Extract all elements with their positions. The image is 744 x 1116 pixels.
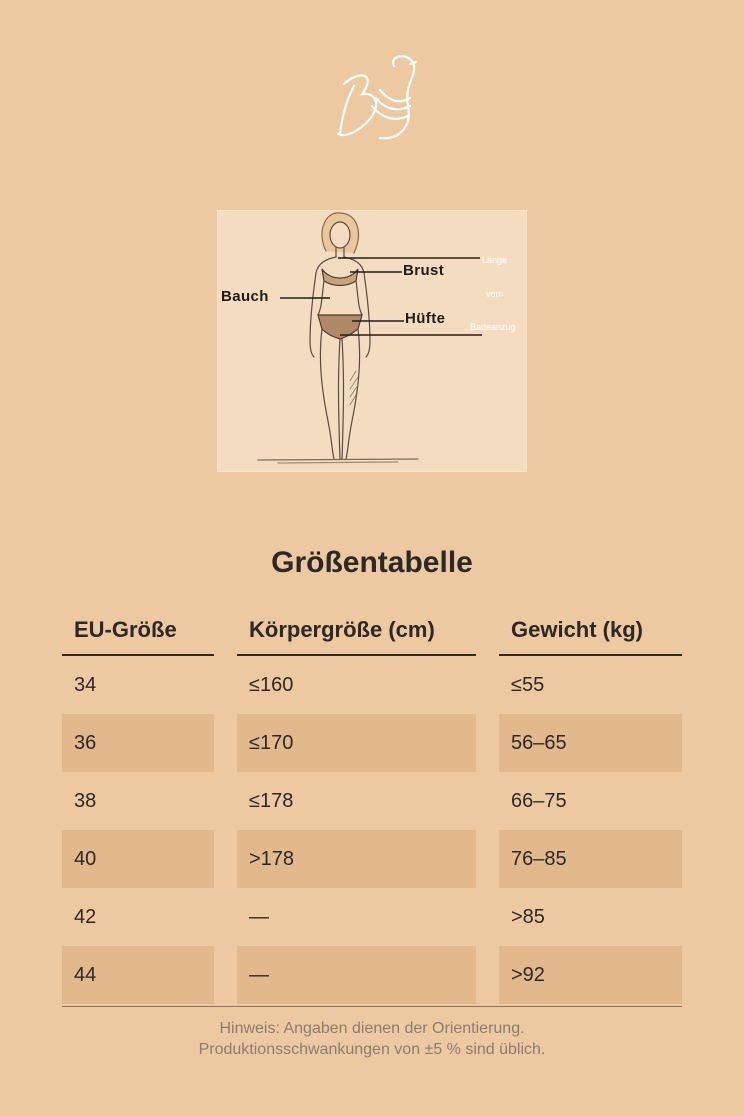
column-body-height — [237, 610, 476, 1004]
hip-label: Hüfte — [405, 310, 446, 327]
table-cell: ≤160 — [249, 674, 294, 696]
table-cell: ≤178 — [249, 790, 294, 812]
length-label-line1: Länge — [482, 255, 508, 265]
table-cell: 44 — [62, 946, 214, 1004]
footnote — [0, 1018, 744, 1060]
length-label-line2: vom — [486, 289, 504, 299]
table-cell: 76–85 — [499, 830, 682, 888]
table-cell: 40 — [62, 830, 214, 888]
table-cell: 36 — [62, 714, 214, 772]
column-weight — [499, 610, 682, 1004]
length-label-line3: Badeanzug — [470, 322, 516, 332]
bust-label: Brust — [403, 262, 445, 279]
table-cell: 38 — [74, 790, 97, 812]
size-table-title: Größentabelle — [271, 546, 473, 579]
table-cell: — — [249, 906, 269, 928]
body-measurement-figure — [217, 210, 527, 472]
header-weight: Gewicht (kg) — [499, 610, 682, 656]
footnote-line1: Hinweis: Angaben dienen der Orientierung. — [219, 1020, 525, 1037]
swan-bs-logo-icon — [324, 46, 424, 146]
woman-swimwear-sketch-icon — [218, 211, 526, 471]
table-bottom-divider — [62, 1006, 682, 1007]
table-cell: >92 — [499, 946, 682, 1004]
table-cell: ≤170 — [237, 714, 476, 772]
header-body-height: Körpergröße (cm) — [237, 610, 476, 656]
table-cell: >85 — [511, 906, 545, 928]
table-cell: 56–65 — [499, 714, 682, 772]
table-cell: >178 — [237, 830, 476, 888]
table-cell: 66–75 — [511, 790, 567, 812]
table-cell: — — [237, 946, 476, 1004]
column-eu-size — [62, 610, 214, 1004]
header-eu-size: EU-Größe — [62, 610, 214, 656]
footnote-line2: Produktionsschwankungen von ±5 % sind üblich. — [198, 1041, 546, 1058]
table-cell: ≤55 — [511, 674, 545, 696]
belly-label: Bauch — [221, 288, 269, 305]
table-cell: 42 — [74, 906, 97, 928]
table-cell: 34 — [74, 674, 97, 696]
